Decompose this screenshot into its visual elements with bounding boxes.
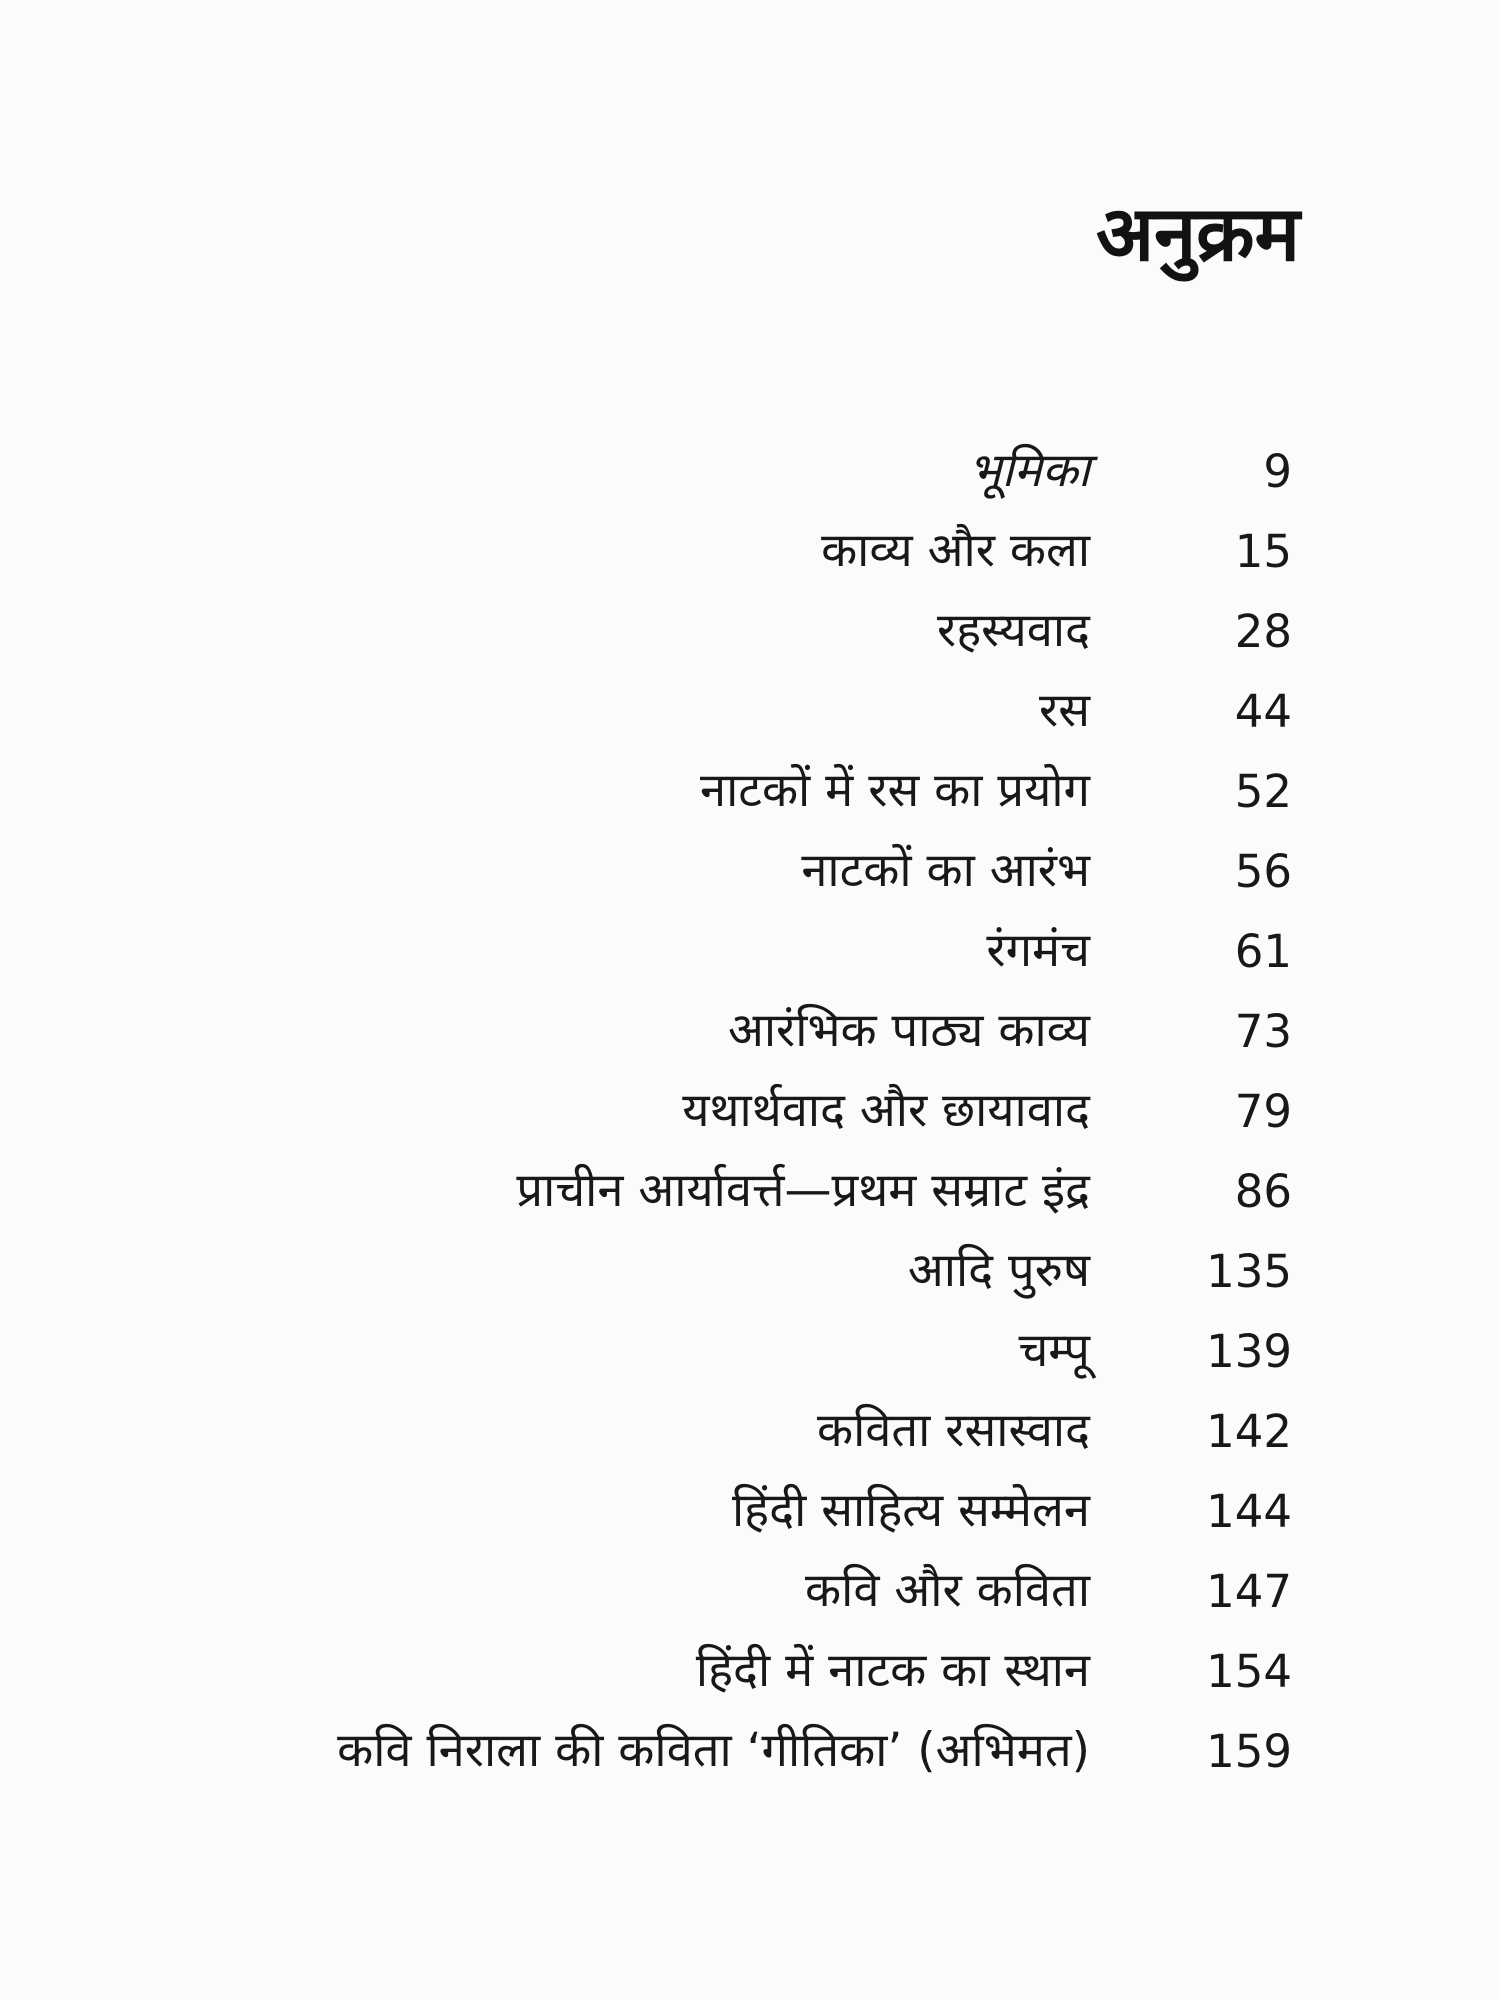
- toc-entry: [0, 670, 1500, 750]
- toc-entry: [0, 590, 1500, 670]
- toc-entry: [0, 1230, 1500, 1310]
- toc-entry: [0, 750, 1500, 830]
- toc-entry-title: कवि और कविता: [805, 1562, 1090, 1618]
- toc-entry: [0, 430, 1500, 510]
- toc-entry: [0, 1470, 1500, 1550]
- toc-entry-page: 28: [1234, 605, 1292, 659]
- toc-entry: [0, 1550, 1500, 1630]
- toc-entry-title: नाटकों में रस का प्रयोग: [700, 762, 1090, 818]
- toc-entry: [0, 910, 1500, 990]
- toc-entry-title: हिंदी साहित्य सम्मेलन: [732, 1482, 1090, 1538]
- toc-entry-title: रंगमंच: [986, 922, 1090, 978]
- toc-entry-page: 79: [1234, 1085, 1292, 1139]
- toc-entry: [0, 990, 1500, 1070]
- toc-entry-page: 73: [1234, 1005, 1292, 1059]
- toc-entry-title: यथार्थवाद और छायावाद: [682, 1082, 1090, 1138]
- toc-entry: [0, 830, 1500, 910]
- toc-entry-title: भूमिका: [968, 442, 1090, 498]
- toc-entry-title: हिंदी में नाटक का स्थान: [695, 1642, 1090, 1698]
- toc-entry-title: रस: [1039, 682, 1090, 738]
- toc-entry-page: 86: [1234, 1165, 1292, 1219]
- toc-entry-page: 52: [1234, 765, 1292, 819]
- toc-entry-page: 159: [1206, 1725, 1292, 1779]
- toc-entry-title: आदि पुरुष: [907, 1242, 1090, 1298]
- toc-entry: [0, 1070, 1500, 1150]
- toc-entry-page: 142: [1206, 1405, 1292, 1459]
- toc-entry-title: कवि निराला की कविता ‘गीतिका’ (अभिमत): [337, 1722, 1090, 1778]
- toc-entry-page: 144: [1206, 1485, 1292, 1539]
- toc-entry-page: 139: [1206, 1325, 1292, 1379]
- page-title: अनुक्रम: [1095, 189, 1300, 278]
- toc-entry-title: कविता रसास्वाद: [816, 1402, 1090, 1458]
- toc-entry: [0, 1390, 1500, 1470]
- toc-entry: [0, 510, 1500, 590]
- toc-entry-page: 135: [1206, 1245, 1292, 1299]
- toc-entry: [0, 1710, 1500, 1790]
- toc-entry-title: काव्य और कला: [821, 522, 1090, 578]
- toc-entry-page: 61: [1234, 925, 1292, 979]
- toc-entry-title: रहस्यवाद: [937, 602, 1090, 658]
- toc-entry: [0, 1150, 1500, 1230]
- toc-entry-page: 9: [1263, 445, 1292, 499]
- toc-entry-page: 56: [1234, 845, 1292, 899]
- toc-entry: [0, 1630, 1500, 1710]
- toc-entry-page: 15: [1234, 525, 1292, 579]
- toc-entry-page: 154: [1206, 1645, 1292, 1699]
- toc-entry-page: 147: [1206, 1565, 1292, 1619]
- toc-entry-title: आरंभिक पाठ्य काव्य: [728, 1002, 1090, 1058]
- toc-entry-title: नाटकों का आरंभ: [801, 842, 1090, 898]
- toc-entry-page: 44: [1234, 685, 1292, 739]
- toc-entry-title: प्राचीन आर्यावर्त्त—प्रथम सम्राट इंद्र: [516, 1162, 1090, 1218]
- toc-entry-title: चम्पू: [1018, 1322, 1090, 1378]
- toc-entry: [0, 1310, 1500, 1390]
